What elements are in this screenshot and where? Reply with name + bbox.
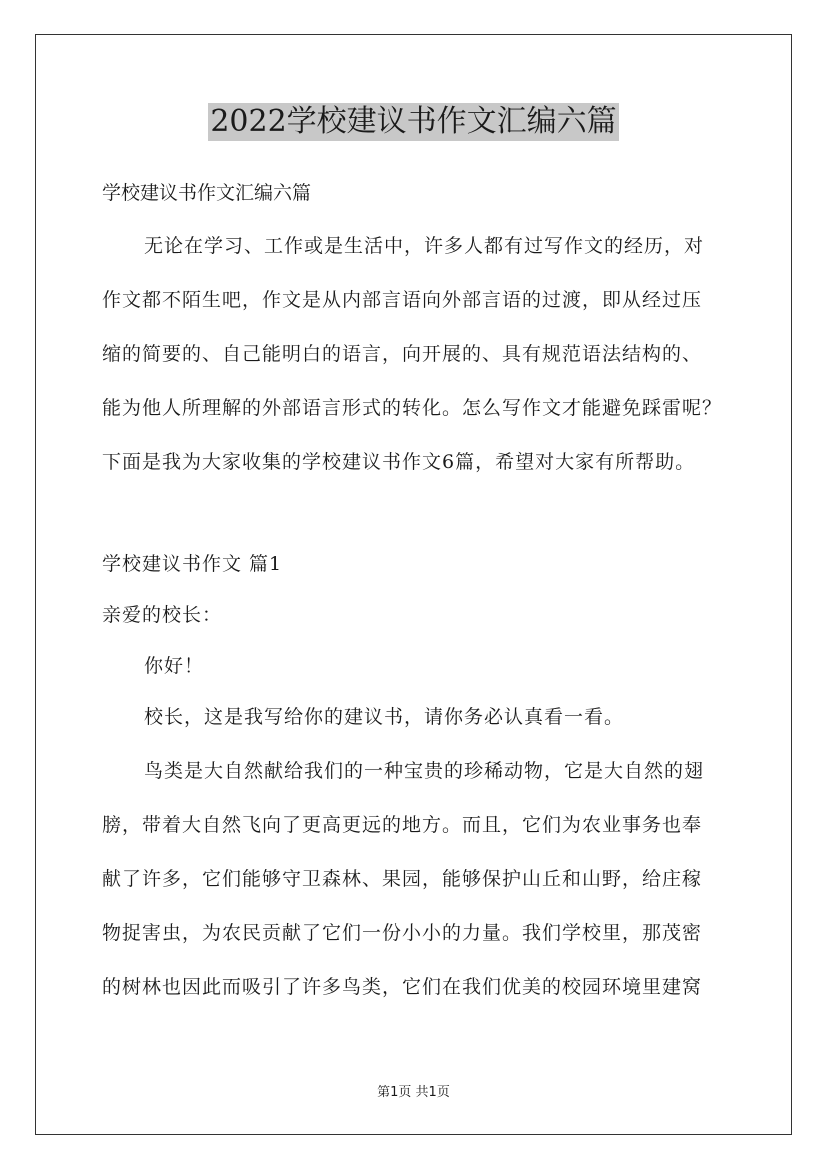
title-container	[0, 103, 827, 141]
body-paragraph	[102, 744, 732, 1014]
body-line: 的树林也因此而吸引了许多鸟类，它们在我们优美的校园环境里建窝	[102, 976, 703, 998]
body-line: 膀，带着大自然飞向了更高更远的地方。而且，它们为农业事务也奉	[102, 814, 703, 836]
page-number: 第1页 共1页	[377, 1085, 450, 1100]
intro-line: 下面是我为大家收集的学校建议书作文6篇，希望对大家有所帮助。	[102, 451, 696, 473]
page-footer	[0, 1085, 827, 1101]
body-line: 鸟类是大自然献给我们的一种宝贵的珍稀动物，它是大自然的翅	[144, 760, 705, 782]
intro-paragraph	[102, 219, 732, 489]
salutation: 亲爱的校长：	[102, 604, 223, 626]
sentence-1: 校长，这是我写给你的建议书，请你务必认真看一看。	[144, 706, 625, 728]
document-body	[102, 178, 732, 1014]
greeting: 你好！	[144, 655, 205, 677]
document-title: 2022学校建议书作文汇编六篇	[210, 104, 617, 139]
body-line: 献了许多，它们能够守卫森林、果园，能够保护山丘和山野，给庄稼	[102, 868, 703, 890]
intro-line: 作文都不陌生吧，作文是从内部言语向外部言语的过渡，即从经过压	[102, 289, 703, 311]
intro-line: 能为他人所理解的外部语言形式的转化。怎么写作文才能避免踩雷呢？	[102, 397, 723, 419]
document-subtitle: 学校建议书作文汇编六篇	[102, 182, 312, 204]
intro-line: 缩的简要的、自己能明白的语言，向开展的、具有规范语法结构的、	[102, 343, 703, 365]
spacer	[102, 489, 732, 549]
section-heading: 学校建议书作文 篇1	[102, 553, 283, 575]
intro-line: 无论在学习、工作或是生活中，许多人都有过写作文的经历，对	[144, 235, 705, 257]
body-line: 物捉害虫，为农民贡献了它们一份小小的力量。我们学校里，那茂密	[102, 922, 703, 944]
